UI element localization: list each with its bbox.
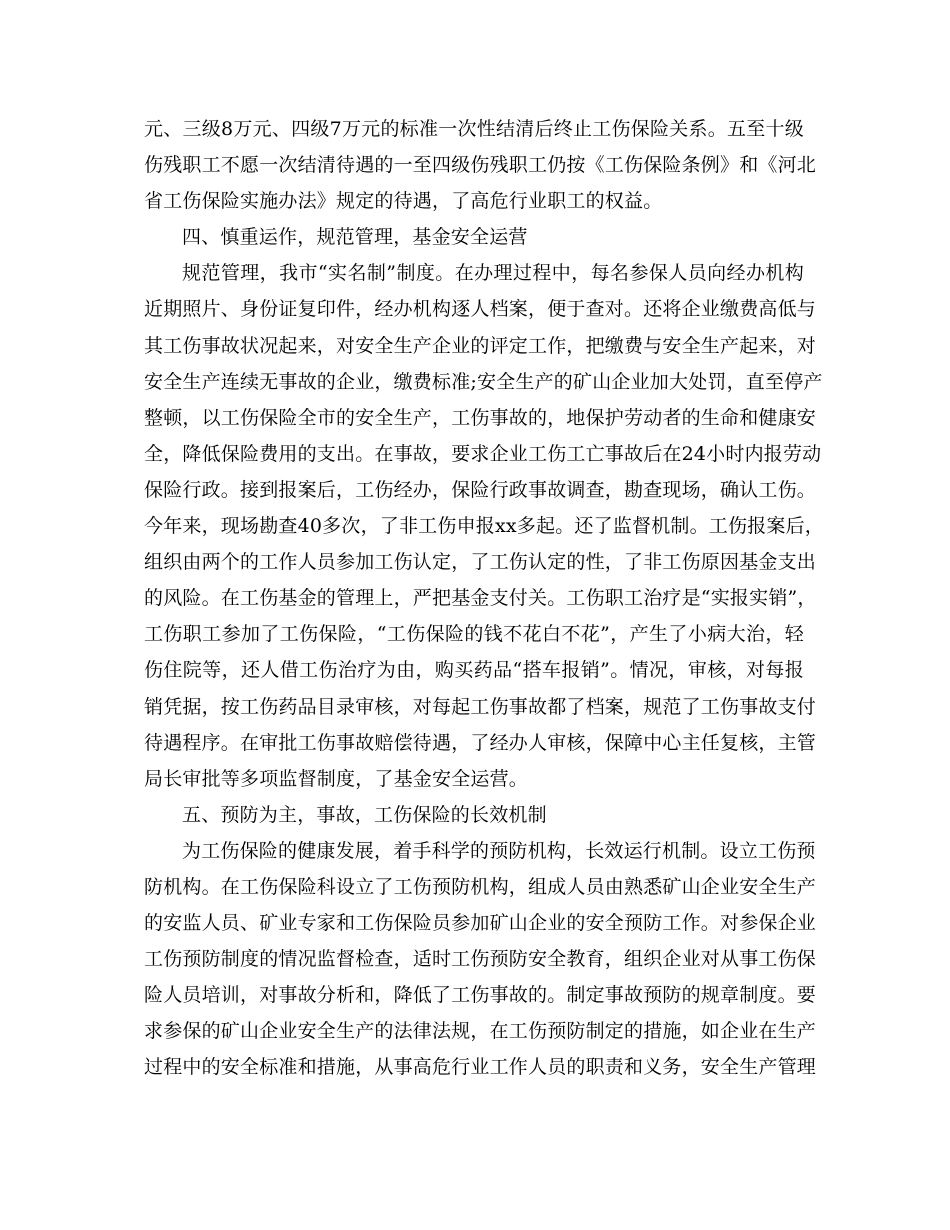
text-line: 销凭据，按工伤药品目录审核，对每起工伤事故都了档案，规范了工伤事故支付 bbox=[144, 695, 817, 718]
text-line: 近期照片、身份证复印件，经办机构逐人档案，便于查对。还将企业缴费高低与 bbox=[144, 298, 817, 321]
text-line: 工伤预防制度的情况监督检查，适时工伤预防安全教育，组织企业对从事工伤保 bbox=[144, 948, 817, 971]
text-line: 局长审批等多项监督制度，了基金安全运营。 bbox=[144, 767, 529, 790]
text-line: 防机构。在工伤保险科设立了工伤预防机构，组成人员由熟悉矿山企业安全生产 bbox=[144, 875, 817, 898]
text-line: 过程中的安全标准和措施，从事高危行业工作人员的职责和义务，安全生产管理 bbox=[144, 1056, 817, 1079]
text-line: 其工伤事故状况起来，对安全生产企业的评定工作，把缴费与安全生产起来，对 bbox=[144, 334, 817, 357]
section-heading: 五、预防为主，事故，工伤保险的长效机制 bbox=[182, 803, 547, 826]
text-line: 整顿，以工伤保险全市的安全生产，工伤事故的，地保护劳动者的生命和健康安 bbox=[144, 406, 817, 429]
text-line: 伤住院等，还人借工伤治疗为由，购买药品“搭车报销”。情况，审核，对每报 bbox=[144, 659, 804, 682]
text-line: 的安监人员、矿业专家和工伤保险员参加矿山企业的安全预防工作。对参保企业 bbox=[144, 912, 817, 935]
text-line: 全，降低保险费用的支出。在事故，要求企业工伤工亡事故后在24小时内报劳动 bbox=[144, 442, 822, 465]
text-line: 伤残职工不愿一次结清待遇的一至四级伤残职工仍按《工伤保险条例》和《河北 bbox=[144, 154, 817, 177]
text-line: 险人员培训，对事故分析和，降低了工伤事故的。制定事故预防的规章制度。要 bbox=[144, 984, 817, 1007]
text-line: 元、三级8万元、四级7万元的标准一次性结清后终止工伤保险关系。五至十级 bbox=[144, 118, 804, 140]
text-line: 为工伤保险的健康发展，着手科学的预防机构，长效运行机制。设立工伤预 bbox=[182, 839, 816, 862]
text-line: 安全生产连续无事故的企业，缴费标准;安全生产的矿山企业加大处罚，直至停产 bbox=[144, 370, 823, 393]
text-line: 求参保的矿山企业安全生产的法律法规，在工伤预防制定的措施，如企业在生产 bbox=[144, 1020, 817, 1043]
text-line: 今年来，现场勘查40多次，了非工伤申报xx多起。还了监督机制。工伤报案后， bbox=[144, 515, 825, 538]
text-line: 省工伤保险实施办法》规定的待遇，了高危行业职工的权益。 bbox=[144, 190, 663, 213]
document-body bbox=[144, 111, 825, 1086]
text-line: 待遇程序。在审批工伤事故赔偿待遇，了经办人审核，保障中心主任复核，主管 bbox=[144, 731, 817, 754]
text-line: 组织由两个的工作人员参加工伤认定，了工伤认定的性，了非工伤原因基金支出 bbox=[144, 551, 817, 574]
section-heading: 四、慎重运作，规范管理，基金安全运营 bbox=[182, 226, 528, 249]
text-line: 规范管理，我市“实名制”制度。在办理过程中，每名参保人员向经办机构 bbox=[182, 262, 804, 285]
text-line: 工伤职工参加了工伤保险，“工伤保险的钱不花白不花”，产生了小病大治，轻 bbox=[144, 623, 804, 646]
text-line: 保险行政。接到报案后，工伤经办，保险行政事故调查，勘查现场，确认工伤。 bbox=[144, 478, 817, 501]
text-line: 的风险。在工伤基金的管理上，严把基金支付关。工伤职工治疗是“实报实销”， bbox=[144, 587, 817, 610]
